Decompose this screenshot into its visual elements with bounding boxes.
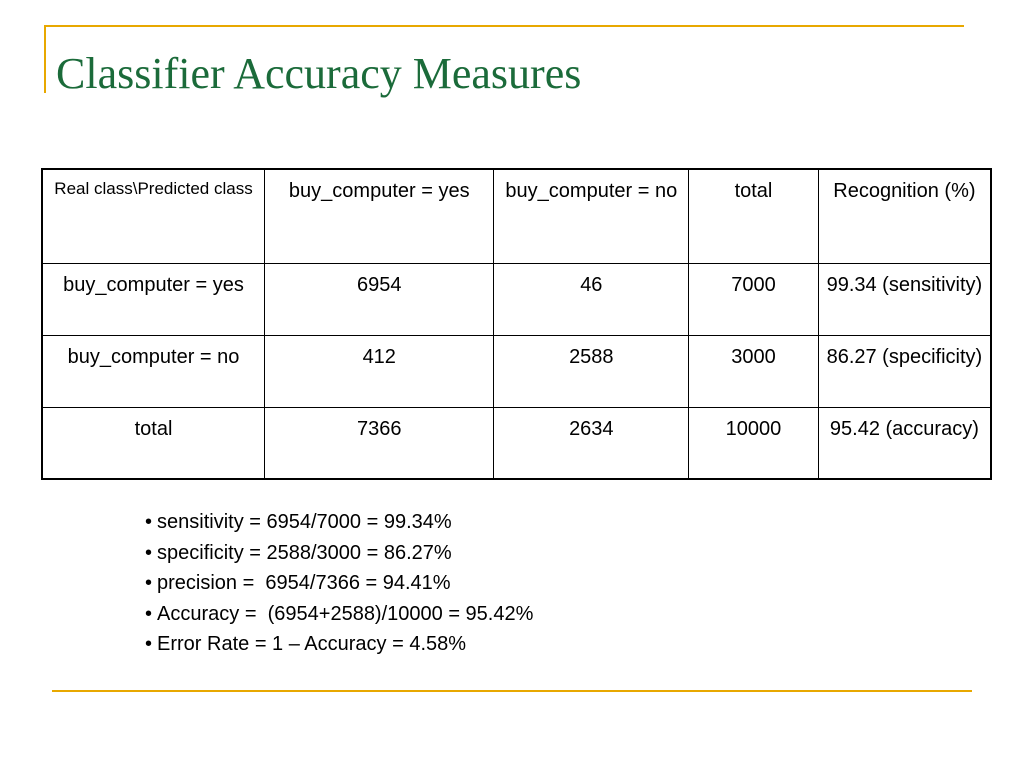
row-header-cell: buy_computer = yes [42,263,265,335]
table-header-row [42,169,991,263]
bullet-icon: • [145,511,153,533]
bullet-icon: • [145,572,153,594]
table-cell: 99.34 (sensitivity) [818,263,991,335]
table-cell: 86.27 (specificity) [818,335,991,407]
table-cell: 95.42 (accuracy) [818,407,991,479]
table-cell: 2634 [494,407,689,479]
frame-bottom-rule [52,690,972,692]
table-cell: 6954 [265,263,494,335]
table-row [42,335,991,407]
list-item [145,568,533,599]
column-header-cell: buy_computer = no [494,169,689,263]
bullet-icon: • [145,602,153,625]
slide-title: Classifier Accuracy Measures [56,49,582,98]
frame-left-rule [44,25,46,93]
table-cell: 7366 [265,407,494,479]
bullet-icon: • [145,541,153,564]
table-row [42,407,991,479]
column-header-cell: buy_computer = yes [265,169,494,263]
table-cell: 10000 [689,407,819,479]
formula-list [145,507,533,660]
formula-text: precision = 6954/7366 = 94.41% [157,572,451,594]
table-cell: 2588 [494,335,689,407]
confusion-matrix-table [41,168,992,480]
row-header-cell: total [42,407,265,479]
row-header-cell: buy_computer = no [42,335,265,407]
formula-text: Accuracy = (6954+2588)/10000 = 95.42% [157,602,534,625]
table-cell: 46 [494,263,689,335]
formula-text: specificity = 2588/3000 = 86.27% [157,541,452,564]
list-item [145,507,533,538]
formula-text: Error Rate = 1 – Accuracy = 4.58% [157,633,467,655]
corner-header-cell: Real class\Predicted class [42,169,265,263]
table-row [42,263,991,335]
table-cell: 3000 [689,335,819,407]
table-cell: 7000 [689,263,819,335]
frame-top-rule [44,25,964,27]
list-item [145,599,533,630]
list-item [145,538,533,569]
bullet-icon: • [145,633,153,655]
table-cell: 412 [265,335,494,407]
list-item [145,629,533,660]
formula-text: sensitivity = 6954/7000 = 99.34% [157,511,452,533]
column-header-cell: Recognition (%) [818,169,991,263]
column-header-cell: total [689,169,819,263]
